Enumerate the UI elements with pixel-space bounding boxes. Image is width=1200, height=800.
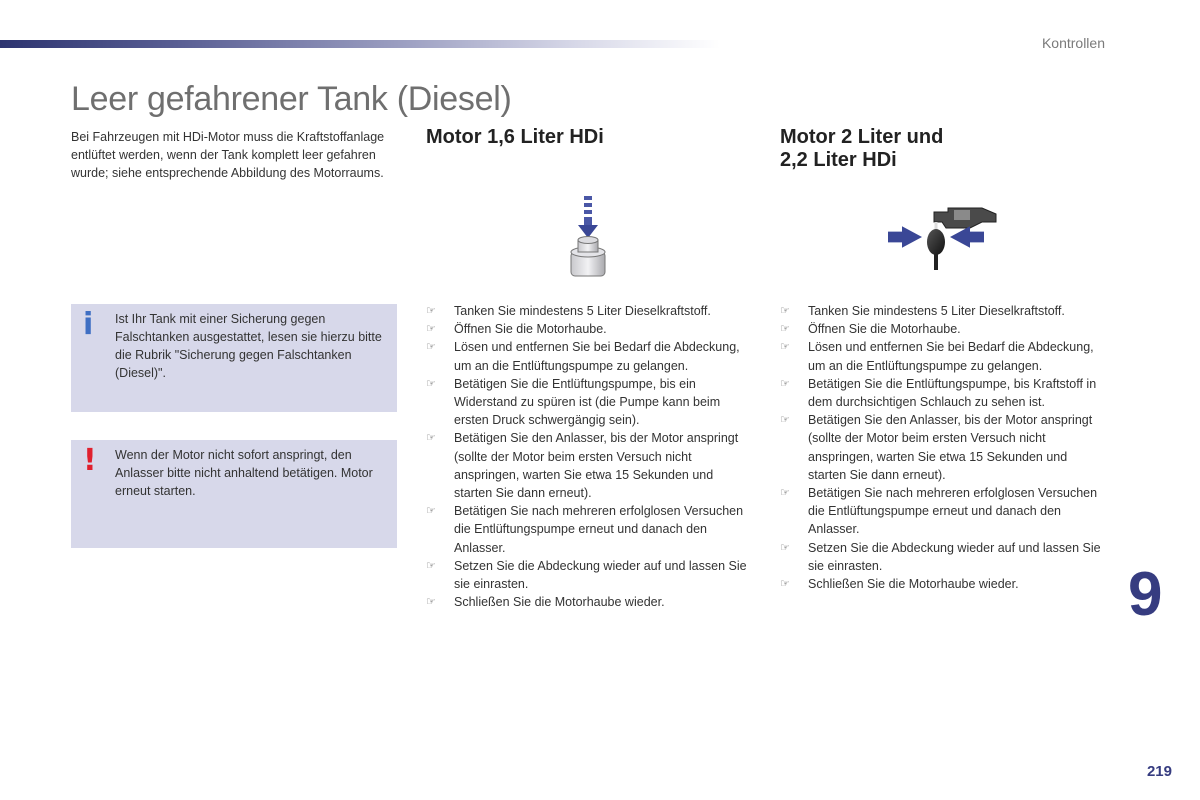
list-item: ☞ Schließen Sie die Motorhaube wieder.	[780, 575, 1105, 593]
motor-20-heading-line2: 2,2 Liter HDi	[780, 149, 897, 171]
list-item: ☞ Öffnen Sie die Motorhaube.	[426, 320, 751, 338]
info-note	[71, 304, 397, 412]
pointing-hand-icon: ☞	[426, 505, 436, 518]
motor-16-steps	[426, 302, 751, 611]
pointing-hand-icon: ☞	[780, 541, 790, 554]
list-item: ☞ Schließen Sie die Motorhaube wieder.	[426, 593, 751, 611]
pump-press-illustration-icon	[564, 192, 614, 284]
list-item: ☞ Betätigen Sie den Anlasser, bis der Motor anspringt (sollte der Motor beim ersten Versuch nicht anspringen, warten Sie etwa 15 Sekunden und starten Sie dann erneut).	[780, 413, 1093, 482]
motor-20-section	[780, 126, 1110, 592]
pointing-hand-icon: ☞	[780, 305, 790, 317]
pointing-hand-icon: ☞	[780, 377, 790, 390]
motor-20-steps	[780, 302, 1105, 593]
list-item: ☞ Betätigen Sie die Entlüftungspumpe, bis Kraftstoff in dem durchsichtigen Schlauch zu sehen ist.	[780, 376, 1097, 410]
list-item: ☞ Tanken Sie mindestens 5 Liter Dieselkraftstoff.	[426, 302, 751, 320]
list-item: ☞ Betätigen Sie den Anlasser, bis der Motor anspringt (sollte der Motor beim ersten Versuch nicht anspringen, warten Sie etwa 15 Sekunden und starten Sie dann erneut).	[426, 431, 739, 501]
list-item: ☞ Lösen und entfernen Sie bei Bedarf die Abdeckung, um an die Entlüftungspumpe zu gelangen.	[426, 340, 740, 373]
motor-16-section	[426, 126, 756, 610]
list-item: ☞ Betätigen Sie nach mehreren erfolglosen Versuchen die Entlüftungspumpe erneut und danach den Anlasser.	[780, 486, 1098, 537]
info-icon: i	[83, 307, 94, 342]
motor-20-heading	[780, 126, 1110, 172]
warning-note	[71, 440, 397, 548]
chapter-number: 9	[1128, 560, 1163, 629]
warning-note-text: Wenn der Motor nicht sofort anspringt, den Anlasser bitte nicht anhaltend betätigen. Motor erneut starten.	[115, 448, 373, 498]
list-item: ☞ Lösen und entfernen Sie bei Bedarf die Abdeckung, um an die Entlüftungspumpe zu gelangen.	[780, 340, 1094, 373]
list-item: ☞ Betätigen Sie nach mehreren erfolglosen Versuchen die Entlüftungspumpe erneut und danach den Anlasser.	[426, 504, 744, 555]
motor-20-heading-line1: Motor 2 Liter und	[780, 126, 944, 148]
page-number: 219	[1146, 763, 1172, 780]
pointing-hand-icon: ☞	[426, 596, 436, 609]
section-label: Kontrollen	[1041, 35, 1105, 51]
pointing-hand-icon: ☞	[426, 305, 436, 317]
list-item: ☞ Öffnen Sie die Motorhaube.	[780, 320, 1105, 338]
motor-16-heading: Motor 1,6 Liter HDi	[426, 126, 604, 148]
pointing-hand-icon: ☞	[780, 578, 790, 591]
intro-text: Bei Fahrzeugen mit HDi-Motor muss die Kraftstoffanlage entlüftet werden, wenn der Tank komplett leer gefahren wurde; siehe entsprechende Abbildung des Motorraums.	[71, 130, 385, 180]
header-gradient-bar	[0, 40, 720, 48]
pointing-hand-icon: ☞	[426, 341, 436, 354]
pointing-hand-icon: ☞	[780, 323, 790, 336]
hand-pump-squeeze-illustration-icon	[886, 202, 1002, 272]
list-item: ☞ Setzen Sie die Abdeckung wieder auf und lassen Sie sie einrasten.	[780, 540, 1101, 573]
page-title: Leer gefahrener Tank (Diesel)	[71, 80, 512, 118]
list-item: ☞ Tanken Sie mindestens 5 Liter Dieselkraftstoff.	[780, 302, 1105, 320]
pointing-hand-icon: ☞	[780, 414, 790, 427]
warning-icon: !	[83, 443, 97, 478]
pointing-hand-icon: ☞	[426, 432, 436, 445]
pointing-hand-icon: ☞	[780, 341, 790, 354]
list-item: ☞ Betätigen Sie die Entlüftungspumpe, bis ein Widerstand zu spüren ist (die Pumpe kann beim ersten Druck schwergängig sein).	[426, 376, 721, 428]
pointing-hand-icon: ☞	[426, 323, 436, 336]
pointing-hand-icon: ☞	[426, 559, 436, 572]
info-note-text: Ist Ihr Tank mit einer Sicherung gegen Falschtanken ausgestattet, lesen sie hierzu bitte die Rubrik "Sicherung gegen Falschtanken (Diesel)".	[115, 312, 382, 380]
list-item: ☞ Setzen Sie die Abdeckung wieder auf und lassen Sie sie einrasten.	[426, 558, 747, 592]
pointing-hand-icon: ☞	[780, 487, 790, 500]
pointing-hand-icon: ☞	[426, 377, 436, 390]
